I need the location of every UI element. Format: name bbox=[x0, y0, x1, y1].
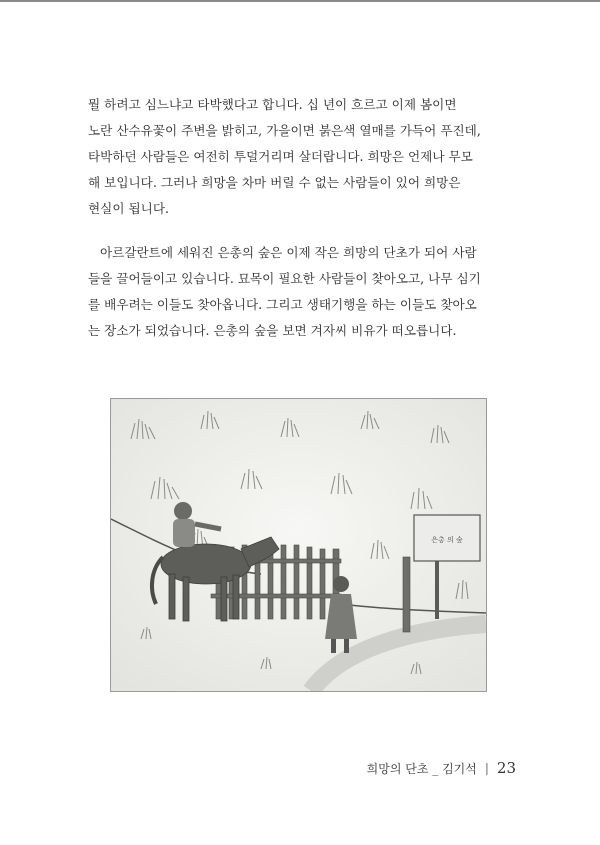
text-line: 타박하던 사람들은 여전히 투덜거리며 살더랍니다. 희망은 언제나 무모 bbox=[88, 149, 473, 164]
running-title: 희망의 단초 _ 김기석 bbox=[366, 761, 477, 776]
text-line: 는 장소가 되었습니다. 은총의 숲을 보면 겨자씨 비유가 떠오릅니다. bbox=[88, 323, 457, 338]
paragraph-1 bbox=[88, 92, 514, 222]
footer-separator: | bbox=[484, 761, 489, 775]
text-line: 해 보입니다. 그러나 희망을 차마 버릴 수 없는 사람들이 있어 희망은 bbox=[88, 175, 461, 190]
text-line: 현실이 됩니다. bbox=[88, 201, 169, 216]
illustration bbox=[110, 398, 487, 692]
illustration-drawing bbox=[111, 399, 486, 691]
text-line: 들을 끌어들이고 있습니다. 묘목이 필요한 사람들이 찾아오고, 나무 심기 bbox=[88, 271, 481, 286]
page-number: 23 bbox=[496, 759, 516, 777]
text-line: 를 배우려는 이들도 찾아옵니다. 그리고 생태기행을 하는 이들도 찾아오 bbox=[88, 297, 477, 312]
sign-text: 은총 의 숲 bbox=[431, 536, 463, 544]
paragraph-2 bbox=[88, 240, 514, 344]
top-rule bbox=[0, 0, 600, 2]
text-line: 뭘 하려고 심느냐고 타박했다고 합니다. 십 년이 흐르고 이제 봄이면 bbox=[88, 97, 457, 112]
page-footer bbox=[367, 759, 516, 777]
text-line: 노란 산수유꽃이 주변을 밝히고, 가을이면 붉은색 열매를 가득어 푸진데, bbox=[88, 123, 481, 138]
text-line: 아르갈란트에 세워진 은총의 숲은 이제 작은 희망의 단초가 되어 사람 bbox=[100, 245, 477, 260]
